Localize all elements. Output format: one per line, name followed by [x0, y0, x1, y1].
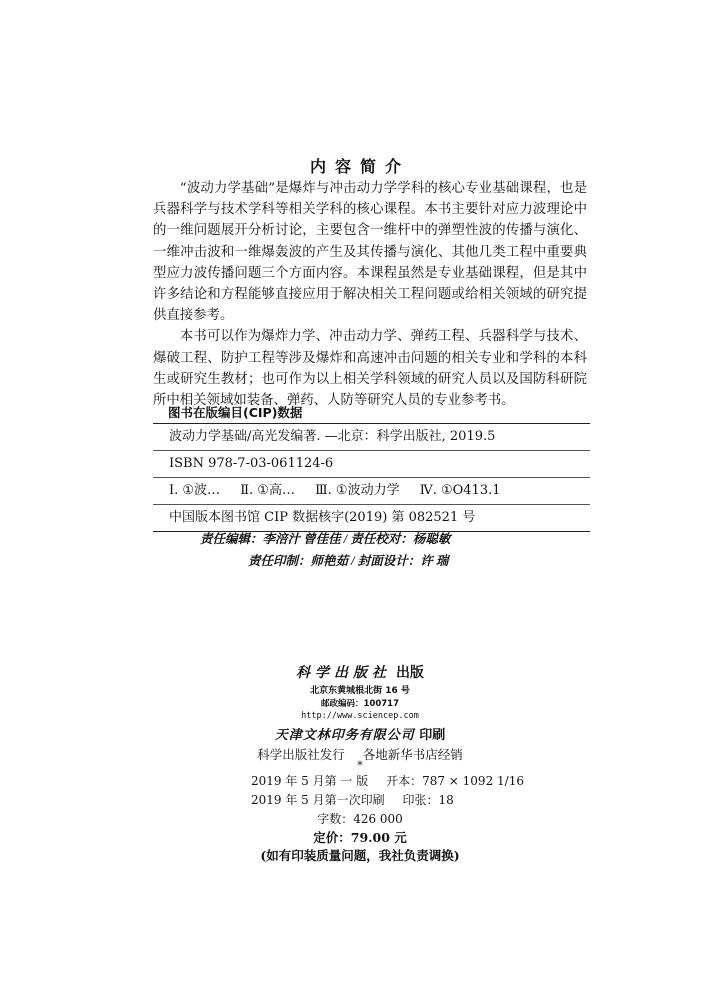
- publisher-line: [0, 662, 720, 682]
- price: 定价：79.00 元: [313, 830, 407, 845]
- edition-block: [251, 772, 524, 809]
- editors-line-2: 责任印制：师艳茹 / 封面设计：许 瑞: [248, 554, 449, 568]
- editors-line-1: 责任编辑：李涪汁 曾佳佳 / 责任校对：杨聪敏: [200, 532, 451, 546]
- cip-box: [153, 423, 590, 532]
- cip-title-line: 波动力学基础/高光发编著. —北京：科学出版社, 2019.5: [153, 424, 590, 451]
- cip-class-2: Ⅱ. ①高…: [240, 483, 295, 498]
- sheets-text: 印张：18: [402, 792, 454, 807]
- printing-row: [251, 791, 524, 810]
- edition-text: 2019 年 5 月第 一 版: [251, 774, 369, 788]
- summary-body: [153, 178, 587, 411]
- printer-name: 天津文林印务有限公司: [274, 727, 415, 742]
- distributor: 科学出版社发行: [257, 747, 345, 762]
- cip-classification-line: [153, 478, 590, 505]
- publisher-address: 北京东黄城根北街 16 号: [310, 686, 410, 696]
- publisher-url: http://www.sciencep.com: [301, 711, 419, 721]
- publisher-suffix: 出版: [395, 665, 424, 681]
- publisher-postcode: 邮政编码：100717: [321, 699, 399, 709]
- cip-class-3: Ⅲ. ①波动力学: [315, 483, 400, 498]
- cip-header: 图书在版编目(CIP)数据: [168, 405, 303, 420]
- format-text: 开本：787 × 1092 1/16: [386, 774, 524, 788]
- separator-star: *: [357, 759, 363, 772]
- edition-row: [251, 772, 524, 791]
- cip-isbn-line: ISBN 978-7-03-061124-6: [153, 451, 590, 478]
- word-count: 字数：426 000: [317, 812, 403, 826]
- summary-paragraph-1: “波动力学基础”是爆炸与冲击动力学学科的核心专业基础课程，也是兵器科学与技术学科等相关学科的核心课程。本书主要针对应力波理论中的一维问题展开分析讨论，主要包含一维杆中的弹塑性波的传播与演化、一维冲击波和一维爆轰波的产生及其传播与演化、其他几类工程中重要典型应力波传播问题三个方面内容。本课程虽然是专业基础课程，但是其中许多结论和方程能够直接应用于解决相关工程问题或给相关领域的研究提供直接参考。: [153, 181, 587, 324]
- cip-record-line: 中国版本图书馆 CIP 数据核字(2019) 第 082521 号: [169, 510, 476, 525]
- printer-line: [0, 724, 720, 743]
- retailer: 各地新华书店经销: [362, 747, 463, 762]
- publisher-name: 科学出版社: [296, 666, 392, 681]
- editors-block: [200, 528, 450, 572]
- printer-suffix: 印刷: [419, 728, 446, 743]
- summary-title: 内容简介: [309, 157, 410, 176]
- cip-class-4: Ⅳ. ①O413.1: [419, 483, 501, 498]
- cip-class-1: Ⅰ. ①波…: [169, 483, 221, 498]
- printing-text: 2019 年 5 月第一次印刷: [251, 792, 385, 807]
- quality-notice: (如有印装质量问题，我社负责调换): [260, 848, 460, 863]
- summary-paragraph-2: 本书可以作为爆炸力学、冲击动力学、弹药工程、兵器科学与技术、爆破工程、防护工程等涉及爆炸和高速冲击问题的相关专业和学科的本科生或研究生教材；也可作为以上相关学科领域的研究人员以及国防科研院所中相关领域如装备、弹药、人防等研究人员的专业参考书。: [153, 329, 587, 409]
